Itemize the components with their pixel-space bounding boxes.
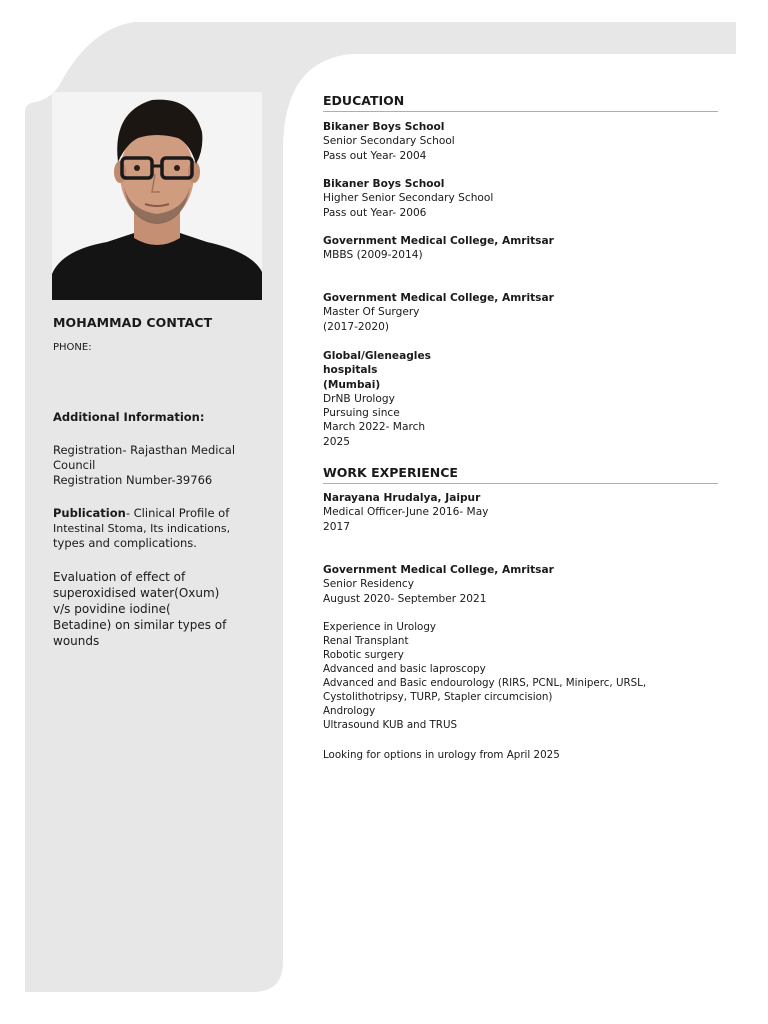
evaluation-line: Evaluation of effect of (53, 570, 186, 584)
evaluation-line: v/s povidine iodine( (53, 602, 171, 616)
experience-item: Experience in Urology (323, 621, 436, 633)
education-entry (323, 349, 718, 449)
evaluation-line: Betadine) on similar types of (53, 618, 227, 632)
experience-list (323, 620, 718, 732)
education-detail: 2025 (323, 435, 350, 448)
evaluation-line: wounds (53, 634, 100, 648)
work-detail: Medical Officer-June 2016- May (323, 506, 489, 519)
experience-item: Advanced and basic laproscopy (323, 663, 486, 675)
education-detail: Master Of Surgery (323, 306, 420, 319)
profile-photo (52, 92, 262, 300)
organization-name: Narayana Hrudalya, Jaipur (323, 492, 481, 504)
work-detail: August 2020- September 2021 (323, 592, 487, 605)
experience-item: Advanced and Basic endourology (RIRS, PCNL, Miniperc, URSL, (323, 677, 647, 689)
registration-line: Council (53, 458, 96, 472)
education-detail: (2017-2020) (323, 320, 390, 333)
education-detail: Pursuing since (323, 407, 400, 420)
experience-item: Robotic surgery (323, 649, 404, 661)
school-name: hospitals (323, 364, 378, 377)
registration-block (53, 443, 258, 488)
work-entry (323, 563, 718, 606)
registration-line: Registration- Rajasthan Medical (53, 443, 236, 457)
school-name: (Mumbai) (323, 378, 381, 391)
work-detail: Senior Residency (323, 578, 415, 591)
experience-item: Renal Transplant (323, 635, 409, 647)
education-detail: Pass out Year- 2006 (323, 206, 427, 219)
education-detail: Higher Senior Secondary School (323, 192, 494, 205)
experience-item: Cystolithotripsy, TURP, Stapler circumcision) (323, 691, 553, 703)
experience-item: Andrology (323, 705, 376, 717)
education-detail: March 2022- March (323, 421, 426, 434)
publication-text: Intestinal Stoma, Its indications, (53, 522, 231, 535)
work-experience-heading: WORK EXPERIENCE (323, 465, 718, 484)
publication-block (53, 506, 258, 551)
education-heading: EDUCATION (323, 93, 718, 112)
education-entry (323, 120, 718, 163)
work-entry (323, 491, 718, 534)
school-name: Bikaner Boys School (323, 121, 445, 133)
school-name: Global/Gleneagles (323, 350, 431, 362)
experience-item: Ultrasound KUB and TRUS (323, 719, 458, 731)
education-detail: MBBS (2009-2014) (323, 249, 423, 262)
work-detail: 2017 (323, 520, 350, 533)
evaluation-block (53, 569, 258, 649)
publication-text: types and complications. (53, 536, 197, 550)
education-entry (323, 291, 718, 334)
contact-heading: MOHAMMAD CONTACT (53, 315, 213, 330)
evaluation-line: superoxidised water(Oxum) (53, 586, 220, 600)
phone-label: PHONE: (53, 342, 92, 353)
registration-line: Registration Number-39766 (53, 473, 213, 487)
education-entry (323, 234, 718, 263)
school-name: Government Medical College, Amritsar (323, 292, 554, 304)
education-detail: Senior Secondary School (323, 135, 455, 148)
education-entry (323, 177, 718, 220)
publication-label: Publication (53, 506, 126, 520)
education-detail: DrNB Urology (323, 392, 395, 405)
additional-info-heading: Additional Information: (53, 410, 205, 424)
looking-for-note: Looking for options in urology from April 2025 (323, 749, 560, 761)
publication-text: - Clinical Profile of (125, 506, 230, 520)
organization-name: Government Medical College, Amritsar (323, 564, 554, 576)
school-name: Government Medical College, Amritsar (323, 235, 554, 247)
education-detail: Pass out Year- 2004 (323, 149, 427, 162)
school-name: Bikaner Boys School (323, 178, 445, 190)
